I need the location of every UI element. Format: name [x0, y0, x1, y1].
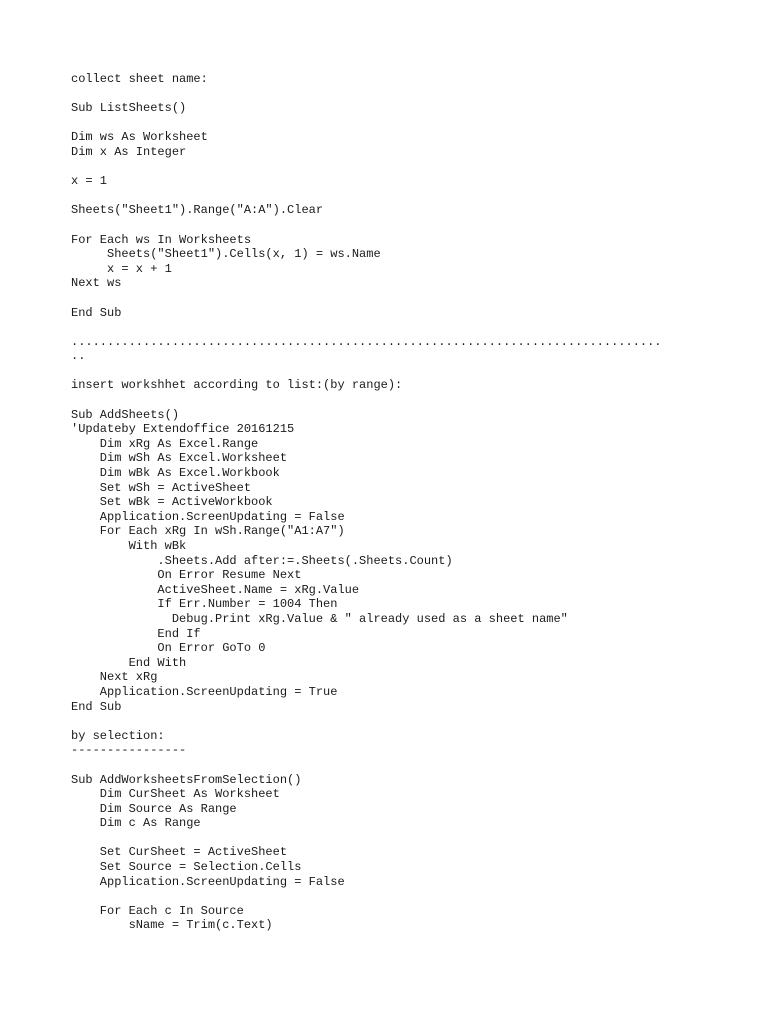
code-line: Sub AddWorksheetsFromSelection(): [71, 772, 302, 787]
code-line: Sub ListSheets(): [71, 101, 187, 116]
code-line: ..................................................................................: [71, 334, 662, 349]
code-line: [71, 364, 662, 379]
code-line: For Each xRg In wSh.Range("A1:A7"): [71, 524, 345, 539]
code-line: [71, 320, 662, 335]
code-line: Dim Source As Range: [71, 801, 237, 816]
code-line: On Error GoTo 0: [71, 641, 266, 656]
code-line: [71, 116, 662, 131]
code-line: x = x + 1: [71, 261, 172, 276]
code-line: Set CurSheet = ActiveSheet: [71, 845, 288, 860]
code-line: Dim x As Integer: [71, 144, 187, 159]
code-line: [71, 160, 662, 175]
code-line: collect sheet name:: [71, 72, 208, 86]
code-line: Application.ScreenUpdating = True: [71, 684, 338, 699]
code-line: Next ws: [71, 276, 122, 291]
code-line: Set Source = Selection.Cells: [71, 860, 302, 875]
code-line: Next xRg: [71, 670, 158, 685]
code-line: Dim wSh As Excel.Worksheet: [71, 451, 288, 466]
code-line: With wBk: [71, 539, 187, 553]
code-line: 'Updateby Extendoffice 20161215: [71, 422, 295, 437]
code-line: [71, 218, 662, 233]
code-line: insert workshhet according to list:(by range):: [71, 378, 403, 393]
code-line: Set wSh = ActiveSheet: [71, 480, 252, 495]
code-line: Dim c As Range: [71, 816, 201, 831]
code-line: [71, 889, 662, 904]
code-line: ..: [71, 349, 86, 364]
code-line: [71, 831, 662, 846]
code-line: [71, 291, 662, 306]
code-line: Sheets("Sheet1").Range("A:A").Clear: [71, 203, 324, 218]
code-line: ----------------: [71, 743, 187, 758]
code-line: [71, 758, 662, 773]
code-line: by selection:: [71, 728, 165, 743]
code-line: Application.ScreenUpdating = False: [71, 874, 345, 889]
code-line: Dim xRg As Excel.Range: [71, 436, 259, 451]
code-line: For Each ws In Worksheets: [71, 232, 252, 247]
code-line: [71, 87, 662, 102]
code-line: ActiveSheet.Name = xRg.Value: [71, 582, 360, 597]
code-line: Dim CurSheet As Worksheet: [71, 787, 280, 802]
code-line: End Sub: [71, 699, 122, 714]
code-listing: [71, 72, 662, 933]
code-line: End If: [71, 626, 201, 641]
code-line: [71, 714, 662, 729]
code-line: On Error Resume Next: [71, 568, 302, 583]
code-line: End Sub: [71, 305, 122, 320]
code-line: [71, 393, 662, 408]
code-line: Application.ScreenUpdating = False: [71, 509, 345, 524]
code-line: Dim wBk As Excel.Workbook: [71, 466, 280, 481]
code-line: Dim ws As Worksheet: [71, 130, 208, 145]
code-line: .Sheets.Add after:=.Sheets(.Sheets.Count): [71, 553, 453, 568]
code-line: Sheets("Sheet1").Cells(x, 1) = ws.Name: [71, 247, 381, 262]
code-line: x = 1: [71, 174, 108, 189]
code-line: Debug.Print xRg.Value & " already used as a sheet name": [71, 611, 568, 626]
code-line: [71, 189, 662, 204]
code-line: For Each c In Source: [71, 903, 244, 918]
code-line: Set wBk = ActiveWorkbook: [71, 495, 273, 510]
code-line: sName = Trim(c.Text): [71, 918, 273, 933]
code-line: If Err.Number = 1004 Then: [71, 597, 338, 612]
code-line: End With: [71, 655, 187, 670]
code-line: Sub AddSheets(): [71, 407, 180, 422]
